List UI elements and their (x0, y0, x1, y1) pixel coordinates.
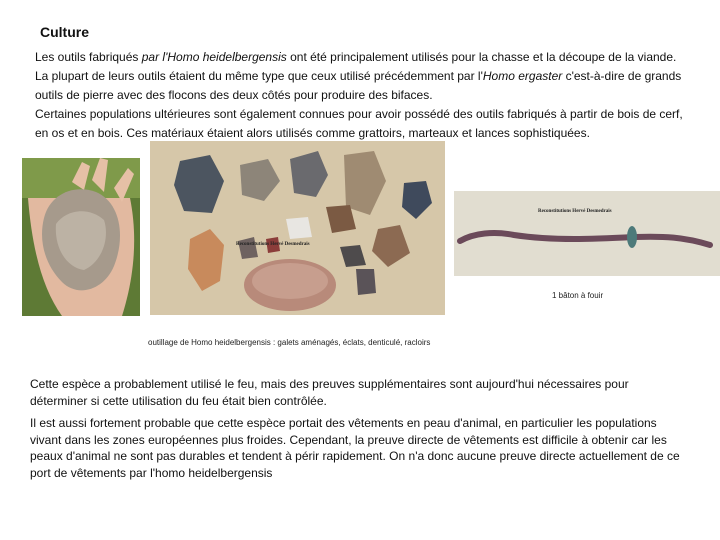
stones-caption: outillage de Homo heidelbergensis : galets aménagés, éclats, denticulé, racloirs (148, 338, 431, 347)
intro-text-part: Les outils fabriqués (35, 50, 142, 64)
stone-tools-photo (150, 141, 445, 315)
intro-text-part: ont été principalement utilisés pour la chasse et la découpe de la viande. La plupart de leurs outils étaient du même type que ceux utilisé précédemment par l' (35, 50, 677, 83)
digging-stick-photo (454, 191, 720, 276)
stick-caption: 1 bâton à fouir (552, 291, 604, 300)
intro-text-part: c'est-à-dire de grands outils de pierre avec des flocons des deux côtés pour produire des bifaces. (35, 69, 682, 102)
intro-species-italic: par l'Homo heidelbergensis (141, 50, 287, 64)
page-title: Culture (40, 24, 89, 40)
fire-paragraph: Cette espèce a probablement utilisé le feu, mais des preuves supplémentaires sont aujourd'hui nécessaires pour déterminer si cette utilisation du feu était bien contrôlée. (30, 377, 629, 408)
intro-paragraph-2: Certaines populations ultérieures sont également connues pour avoir possédé des outils fabriqués à partir de bois de cerf, en os et en bois. Ces matériaux étaient alors utilisés comme grattoirs, marteaux et lances sophistiquées. (35, 107, 683, 140)
intro-species-ergaster: Homo ergaster (482, 69, 563, 83)
intro-paragraph-1 (35, 48, 685, 105)
handaxe-photo (22, 158, 140, 316)
stick-photo-label: Reconstitutions Hervé Desmedrais (538, 209, 612, 214)
clothing-paragraph: Il est aussi fortement probable que cette espèce portait des vêtements en peau d'animal, en particulier les populations vivant dans les zones européennes plus froides. Cependant, la preuve directe de vêtements est difficile à obtenir car les peaux d'animal ne sont pas durables et tendent à périr rapidement. On n'a donc aucune preuve directe actuellement de ce port de vêtements par l'homo heidelbergensis (30, 416, 680, 480)
stones-photo-label: Reconstitutions Hervé Desmedrais (236, 242, 310, 247)
intro-text (35, 48, 685, 143)
